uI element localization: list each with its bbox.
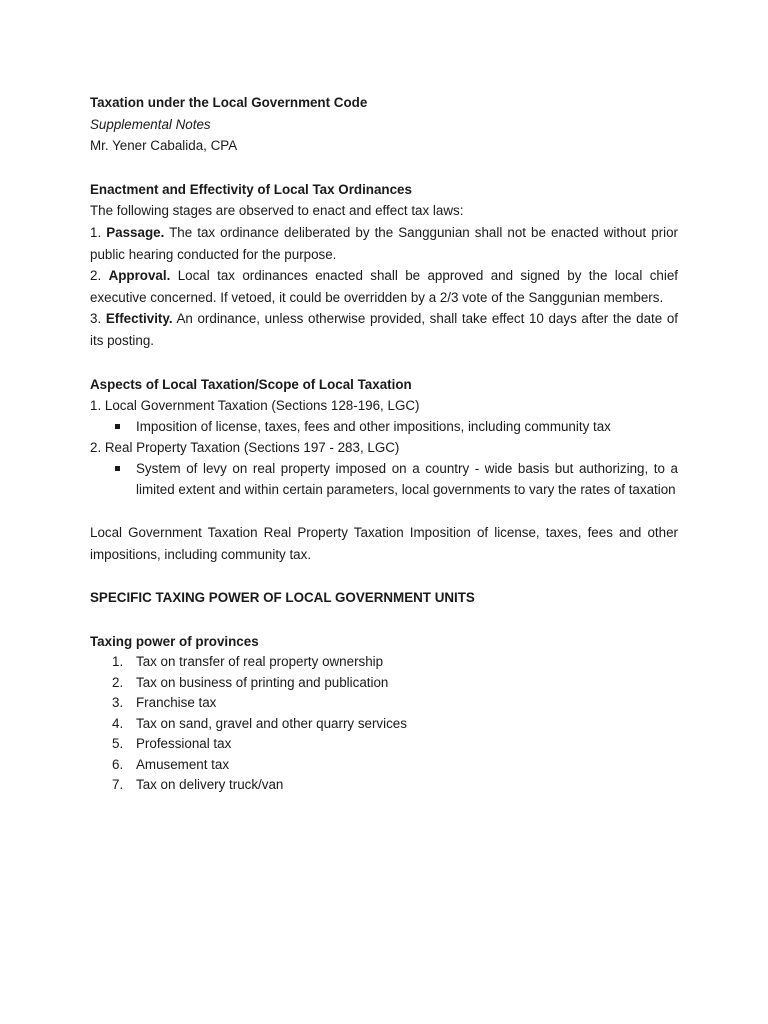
document-title: Taxation under the Local Government Code [90, 95, 368, 110]
square-bullet-icon [115, 424, 120, 429]
list-item: 5. Professional tax [112, 736, 232, 752]
list-item: System of levy on real property imposed on a country - wide basis but authorizing, to a limited extent and within certain parameters, local governments to vary the rates of taxation [90, 459, 678, 500]
aspect-local-bullets [90, 417, 678, 438]
section-heading-specific: SPECIFIC TAXING POWER OF LOCAL GOVERNMENT UNITS [90, 590, 475, 606]
stage-approval: 2. Approval. Local tax ordinances enacted shall be approved and signed by the local chief executive concerned. If vetoed, it could be overridden by a 2/3 vote of the Sanggunian members. [90, 268, 678, 305]
list-item: 6. Amusement tax [112, 756, 230, 772]
aspect-item-real-property: 2. Real Property Taxation (Sections 197 - 283, LGC) [90, 440, 400, 456]
enactment-intro: The following stages are observed to enact and effect tax laws: [90, 203, 464, 219]
list-item: 2. Tax on business of printing and publication [112, 674, 389, 690]
list-item: 1. Tax on transfer of real property ownership [112, 654, 384, 670]
aspect-real-property-bullets [90, 459, 678, 500]
list-item: 4. Tax on sand, gravel and other quarry services [112, 715, 407, 731]
summary-paragraph: Local Government Taxation Real Property Taxation Imposition of license, taxes, fees and other impositions, including community tax. [90, 525, 678, 562]
stage-term: Passage. [106, 224, 165, 240]
provinces-tax-list [90, 652, 678, 795]
list-item: 3. Franchise tax [112, 695, 217, 711]
document-author: Mr. Yener Cabalida, CPA [90, 138, 238, 154]
stage-term: Approval. [108, 268, 171, 284]
square-bullet-icon [115, 466, 120, 471]
list-item: Imposition of license, taxes, fees and other impositions, including community tax [90, 417, 678, 438]
document-subtitle: Supplemental Notes [90, 116, 211, 132]
aspect-item-local: 1. Local Government Taxation (Sections 128-196, LGC) [90, 398, 420, 414]
section-heading-enactment: Enactment and Effectivity of Local Tax Ordinances [90, 181, 412, 197]
section-heading-provinces: Taxing power of provinces [90, 633, 259, 649]
stage-effectivity: 3. Effectivity. An ordinance, unless otherwise provided, shall take effect 10 days after the date of its posting. [90, 311, 678, 348]
section-heading-aspects: Aspects of Local Taxation/Scope of Local Taxation [90, 376, 412, 392]
list-item: 7. Tax on delivery truck/van [112, 776, 284, 792]
stage-term: Effectivity. [105, 311, 173, 327]
stage-passage: 1. Passage. The tax ordinance deliberated by the Sanggunian shall not be enacted without prior public hearing conducted for the purpose. [90, 224, 678, 262]
